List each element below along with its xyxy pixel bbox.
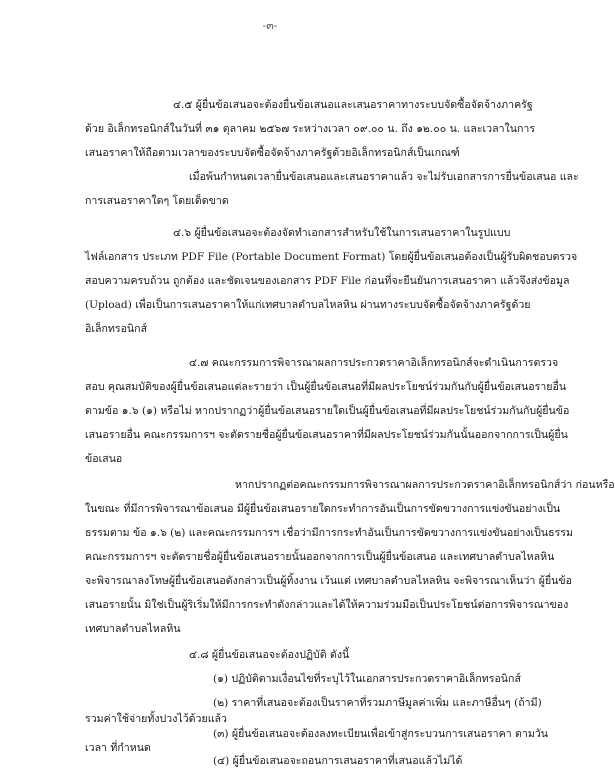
paragraph-line: สอบความครบถ้วน ถูกต้อง และชัดเจนของเอกสาร PDF File ก่อนที่จะยืนยันการเสนอราคา แล้วจึงส่งข้อมูล bbox=[85, 275, 570, 287]
clause-4-7-heading: ๔.๗ คณะกรรมการพิจารณาผลการประกวดราคาอิเล็กทรอนิกส์จะดำเนินการตรวจ bbox=[189, 357, 559, 369]
clause-4-8-heading: ๔.๘ ผู้ยื่นข้อเสนอจะต้องปฏิบัติ ดังนี้ bbox=[189, 649, 350, 661]
list-item: (๓) ผู้ยื่นข้อเสนอจะต้องลงทะเบียนเพื่อเข้าสู่กระบวนการเสนอราคา ตามวัน bbox=[213, 728, 549, 740]
paragraph-line: (Upload) เพื่อเป็นการเสนอราคาให้แก่เทศบาลตำบลไหลหิน ผ่านทางระบบจัดซื้อจัดจ้างภาครัฐด้วย bbox=[85, 299, 531, 311]
paragraph-line: อิเล็กทรอนิกส์ bbox=[85, 323, 148, 335]
paragraph-line: เสนอราคาให้ถือตามเวลาของระบบจัดซื้อจัดจ้างภาครัฐด้วยอิเล็กทรอนิกส์เป็นเกณฑ์ bbox=[85, 147, 460, 159]
paragraph-line: เทศบาลตำบลไหลหิน bbox=[85, 623, 181, 635]
paragraph-line: รวมค่าใช้จ่ายทั้งปวงไว้ด้วยแล้ว bbox=[85, 713, 227, 725]
paragraph-line: คณะกรรมการฯ จะตัดรายชื่อผู้ยื่นข้อเสนอรายนั้นออกจากการเป็นผู้ยื่นข้อเสนอ และเทศบาลตำบลไหลหิน bbox=[85, 551, 555, 563]
paragraph-line: หากปรากฏต่อคณะกรรมการพิจารณาผลการประกวดราคาอิเล็กทรอนิกส์ว่า ก่อนหรือ bbox=[235, 479, 615, 491]
list-item: (๔) ผู้ยื่นข้อเสนอจะถอนการเสนอราคาที่เสนอแล้วไม่ได้ bbox=[213, 755, 463, 767]
paragraph-line: ด้วย อิเล็กทรอนิกส์ในวันที่ ๓๑ ตุลาคม ๒๕๖๗ ระหว่างเวลา ๐๙.๐๐ น. ถึง ๑๒.๐๐ น. และเวลาในการ bbox=[85, 123, 536, 135]
paragraph-line: ไฟล์เอกสาร ประเภท PDF File (Portable Document Format) โดยผู้ยื่นข้อเสนอต้องเป็นผู้รับผิดชอบตรวจ bbox=[85, 251, 578, 263]
paragraph-line: ในขณะ ที่มีการพิจารณาข้อเสนอ มีผู้ยื่นข้อเสนอรายใดกระทำการอันเป็นการขัดขวางการแข่งขันอย่างเป็น bbox=[85, 503, 561, 515]
clause-4-5-heading: ๔.๕ ผู้ยื่นข้อเสนอจะต้องยื่นข้อเสนอและเสนอราคาทางระบบจัดซื้อจัดจ้างภาครัฐ bbox=[173, 99, 533, 111]
paragraph-line: ข้อเสนอ bbox=[85, 453, 123, 465]
list-item: (๒) ราคาที่เสนอจะต้องเป็นราคาที่รวมภาษีมูลค่าเพิ่ม และภาษีอื่นๆ (ถ้ามี) bbox=[213, 697, 542, 709]
list-item: (๑) ปฏิบัติตามเงื่อนไขที่ระบุไว้ในเอกสารประกวดราคาอิเล็กทรอนิกส์ bbox=[213, 673, 521, 685]
paragraph-line: เวลา ที่กำหนด bbox=[85, 742, 151, 754]
paragraph-line: สอบ คุณสมบัติของผู้ยื่นข้อเสนอแต่ละรายว่า เป็นผู้ยื่นข้อเสนอที่มีผลประโยชน์ร่วมกันกับผู้ยื่นข้อเสนอรายอื่น bbox=[85, 381, 567, 393]
paragraph-line: เสนอรายนั้น มิใช่เป็นผู้ริเริ่มให้มีการกระทำดังกล่าวและได้ให้ความร่วมมือเป็นประโยชน์ต่อการพิจารณาของ bbox=[85, 599, 569, 611]
paragraph-line: การเสนอราคาใดๆ โดยเด็ดขาด bbox=[85, 195, 229, 207]
page-number: -๓- bbox=[262, 19, 278, 32]
paragraph-line: จะพิจารณาลงโทษผู้ยื่นข้อเสนอดังกล่าวเป็นผู้ทิ้งงาน เว้นแต่ เทศบาลตำบลไหลหิน จะพิจารณาเห็นว่า ผู้ยื่นข้อ bbox=[85, 575, 573, 587]
paragraph-line: เสนอรายอื่น คณะกรรมการฯ จะตัดรายชื่อผู้ยื่นข้อเสนอราคาที่มีผลประโยชน์ร่วมกันนั้นออกจากการเป็นผู้ยื่น bbox=[85, 429, 568, 441]
paragraph-line: เมื่อพ้นกำหนดเวลายื่นข้อเสนอและเสนอราคาแล้ว จะไม่รับเอกสารการยื่นข้อเสนอ และ bbox=[189, 171, 579, 183]
paragraph-line: ตามข้อ ๑.๖ (๑) หรือไม่ หากปรากฏว่าผู้ยื่นข้อเสนอรายใดเป็นผู้ยื่นข้อเสนอที่มีผลประโยชน์ร่วมกันกับผู้ยื่นข้อ bbox=[85, 405, 570, 417]
clause-4-6-heading: ๔.๖ ผู้ยื่นข้อเสนอจะต้องจัดทำเอกสารสำหรับใช้ในการเสนอราคาในรูปแบบ bbox=[173, 227, 511, 239]
paragraph-line: ธรรมตาม ข้อ ๑.๖ (๒) และคณะกรรมการฯ เชื่อว่ามีการกระทำอันเป็นการขัดขวางการแข่งขันอย่างเป็นธรรม bbox=[85, 527, 573, 539]
